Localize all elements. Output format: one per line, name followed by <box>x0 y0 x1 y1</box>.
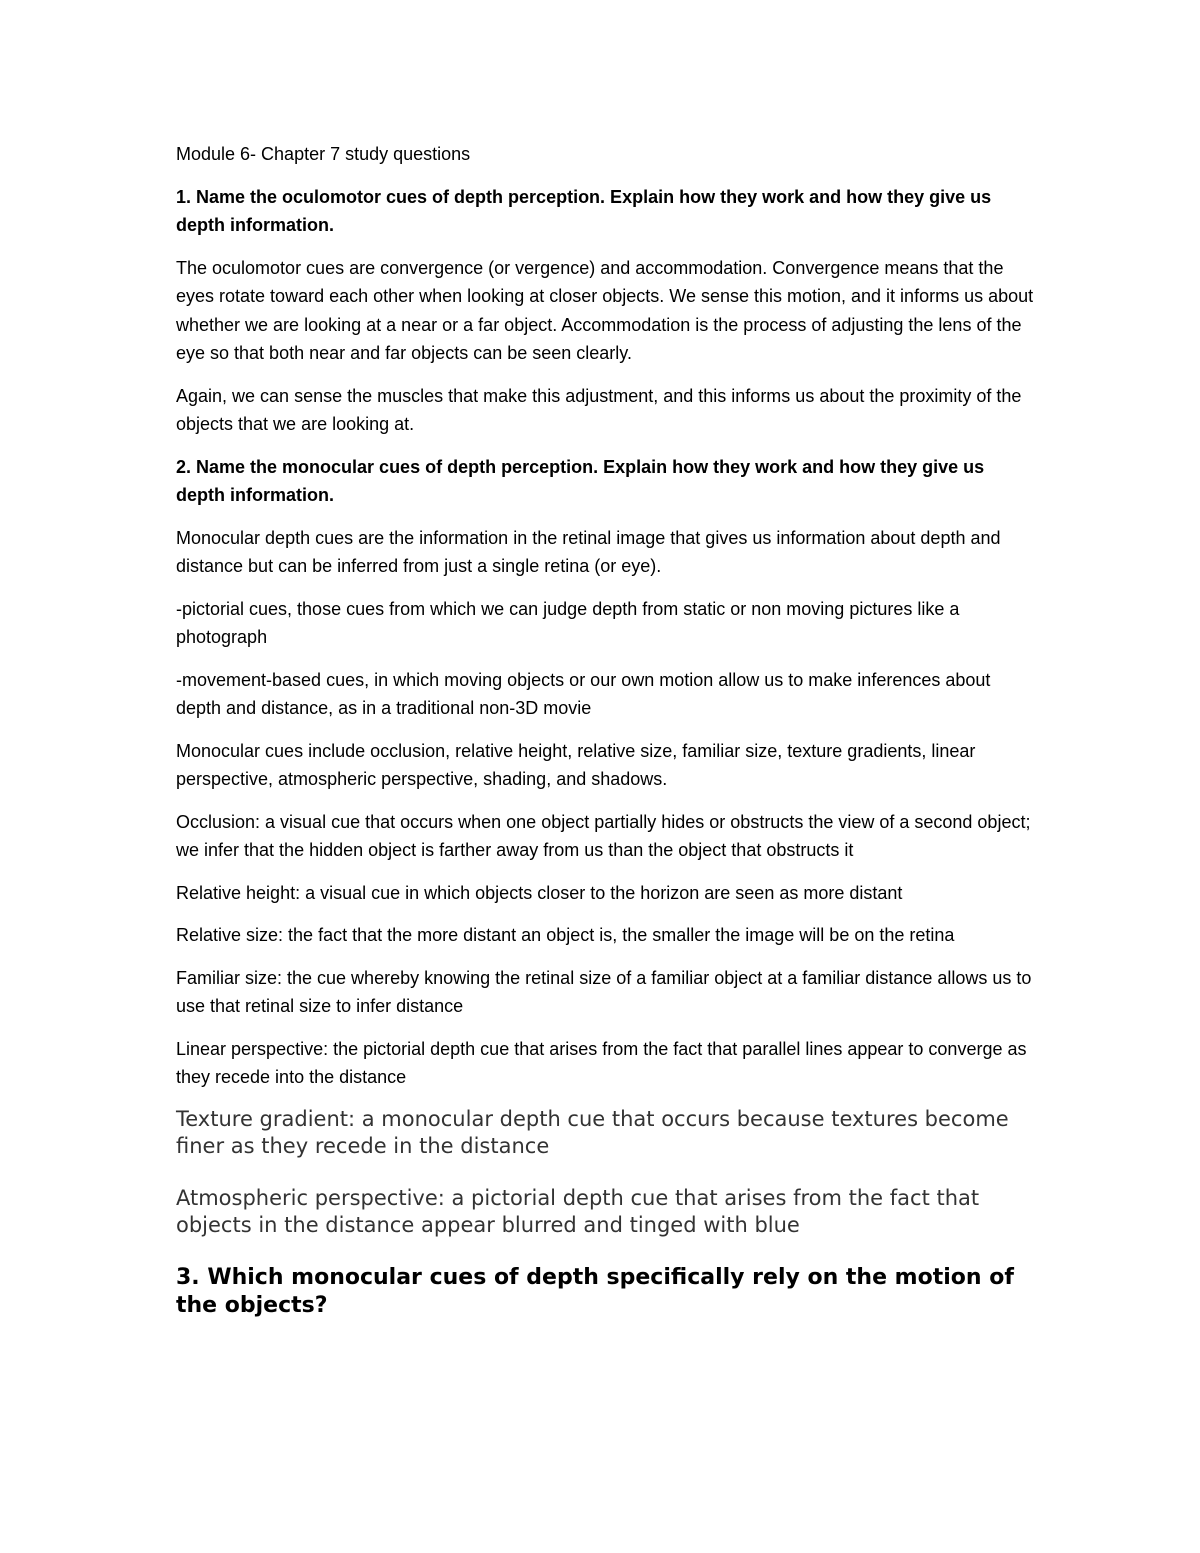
answer-2-paragraph-1: Monocular depth cues are the information in the retinal image that gives us information about depth and distance but can be inferred from just a single retina (or eye). <box>176 527 1001 576</box>
answer-2-movement-cues: -movement-based cues, in which moving objects or our own motion allow us to make inferences about depth and distance, as in a traditional non-3D movie <box>176 669 991 718</box>
answer-2-relative-height: Relative height: a visual cue in which objects closer to the horizon are seen as more distant <box>176 882 903 903</box>
answer-2-atmospheric-perspective: Atmospheric perspective: a pictorial depth cue that arises from the fact that objects in the distance appear blurred and tinged with blue <box>176 1185 980 1237</box>
question-1: 1. Name the oculomotor cues of depth perception. Explain how they work and how they give us depth information. <box>176 186 992 235</box>
question-3: 3. Which monocular cues of depth specifically rely on the motion of the objects? <box>176 1264 1014 1318</box>
answer-2-linear-perspective: Linear perspective: the pictorial depth cue that arises from the fact that parallel lines appear to converge as they recede into the distance <box>176 1038 1027 1087</box>
answer-1-paragraph-1: The oculomotor cues are convergence (or vergence) and accommodation. Convergence means that the eyes rotate toward each other when looking at closer objects. We sense this motion, and it informs us about whether we are looking at a near or a far object. Accommodation is the process of adjusting the lens of the eye so that both near and far objects can be seen clearly. <box>176 257 1034 363</box>
document-body <box>176 140 1036 1334</box>
answer-2-occlusion: Occlusion: a visual cue that occurs when one object partially hides or obstructs the view of a second object; we infer that the hidden object is farther away from us than the object that obstructs it <box>176 811 1031 860</box>
answer-2-texture-gradient: Texture gradient: a monocular depth cue that occurs because textures become finer as they recede in the distance <box>176 1106 1009 1158</box>
answer-2-familiar-size: Familiar size: the cue whereby knowing the retinal size of a familiar object at a familiar distance allows us to use that retinal size to infer distance <box>176 967 1032 1016</box>
answer-1-paragraph-2: Again, we can sense the muscles that make this adjustment, and this informs us about the proximity of the objects that we are looking at. <box>176 385 1022 434</box>
document-title: Module 6- Chapter 7 study questions <box>176 144 471 164</box>
answer-2-relative-size: Relative size: the fact that the more distant an object is, the smaller the image will be on the retina <box>176 925 955 945</box>
question-2: 2. Name the monocular cues of depth perception. Explain how they work and how they give us depth information. <box>176 456 985 505</box>
answer-2-cue-list: Monocular cues include occlusion, relative height, relative size, familiar size, texture gradients, linear perspective, atmospheric perspective, shading, and shadows. <box>176 740 976 789</box>
answer-2-pictorial-cues: -pictorial cues, those cues from which we can judge depth from static or non moving pictures like a photograph <box>176 598 960 647</box>
